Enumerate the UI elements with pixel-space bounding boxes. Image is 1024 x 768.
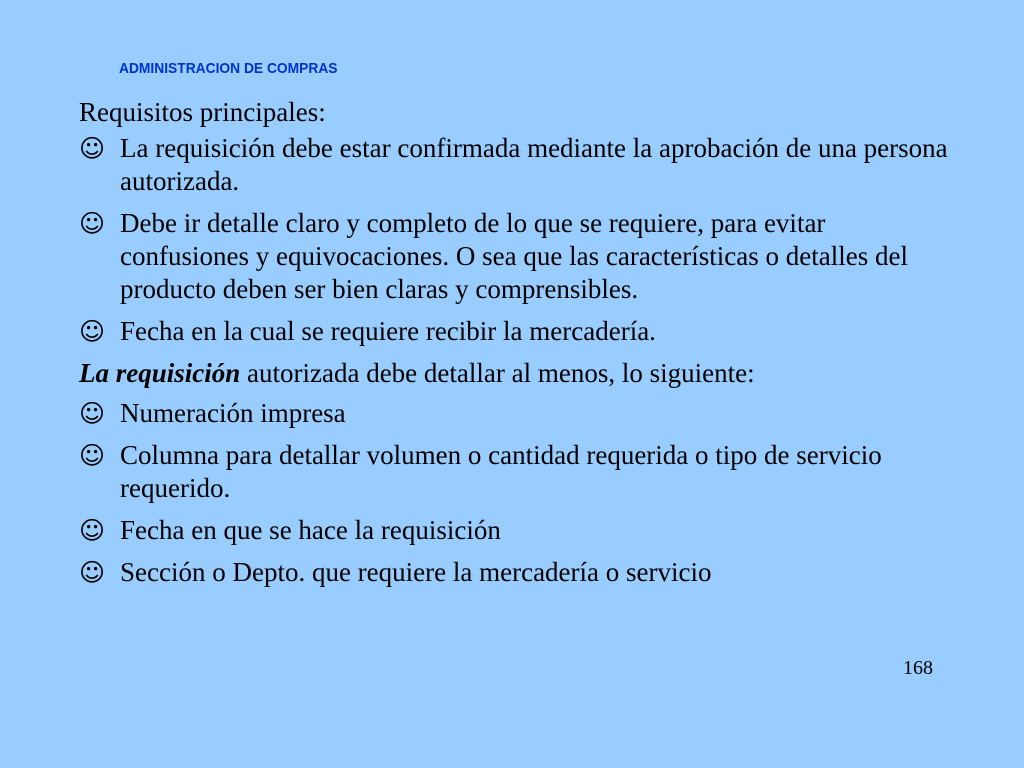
list-item-text: Debe ir detalle claro y completo de lo que se requiere, para evitar confusiones y equivocaciones. O sea que las características o detalles del producto deben ser bien claras y comprensibles. [120, 208, 908, 304]
details-intro-text: autorizada debe detallar al menos, lo siguiente: [240, 358, 755, 388]
requirements-list [79, 132, 959, 348]
list-item-text: Sección o Depto. que requiere la mercadería o servicio [120, 557, 712, 587]
slide-body [79, 96, 959, 598]
list-item [79, 556, 959, 589]
list-item-text: Fecha en que se hace la requisición [120, 515, 501, 545]
smiley-face-icon: ☺ [79, 441, 106, 470]
details-list [79, 397, 959, 589]
requirements-intro: Requisitos principales: [79, 97, 326, 127]
slide-header: ADMINISTRACION DE COMPRAS [119, 60, 338, 77]
smiley-face-icon: ☺ [79, 399, 106, 428]
emphasized-term: La requisición [79, 358, 241, 388]
list-item [79, 132, 959, 198]
smiley-face-icon: ☺ [79, 209, 106, 238]
list-item [79, 315, 959, 348]
smiley-face-icon: ☺ [79, 516, 106, 545]
list-item-text: La requisición debe estar confirmada mediante la aprobación de una persona autorizada. [120, 133, 948, 196]
list-item-text: Numeración impresa [120, 398, 346, 428]
page-number: 168 [903, 657, 933, 679]
list-item-text: Fecha en la cual se requiere recibir la mercadería. [120, 316, 656, 346]
list-item [79, 207, 959, 306]
smiley-face-icon: ☺ [79, 558, 106, 587]
list-item-text: Columna para detallar volumen o cantidad requerida o tipo de servicio requerido. [120, 440, 882, 503]
list-item [79, 397, 959, 430]
smiley-face-icon: ☺ [79, 317, 106, 346]
smiley-face-icon: ☺ [79, 134, 106, 163]
details-intro [79, 357, 959, 393]
list-item [79, 439, 959, 505]
list-item [79, 514, 959, 547]
